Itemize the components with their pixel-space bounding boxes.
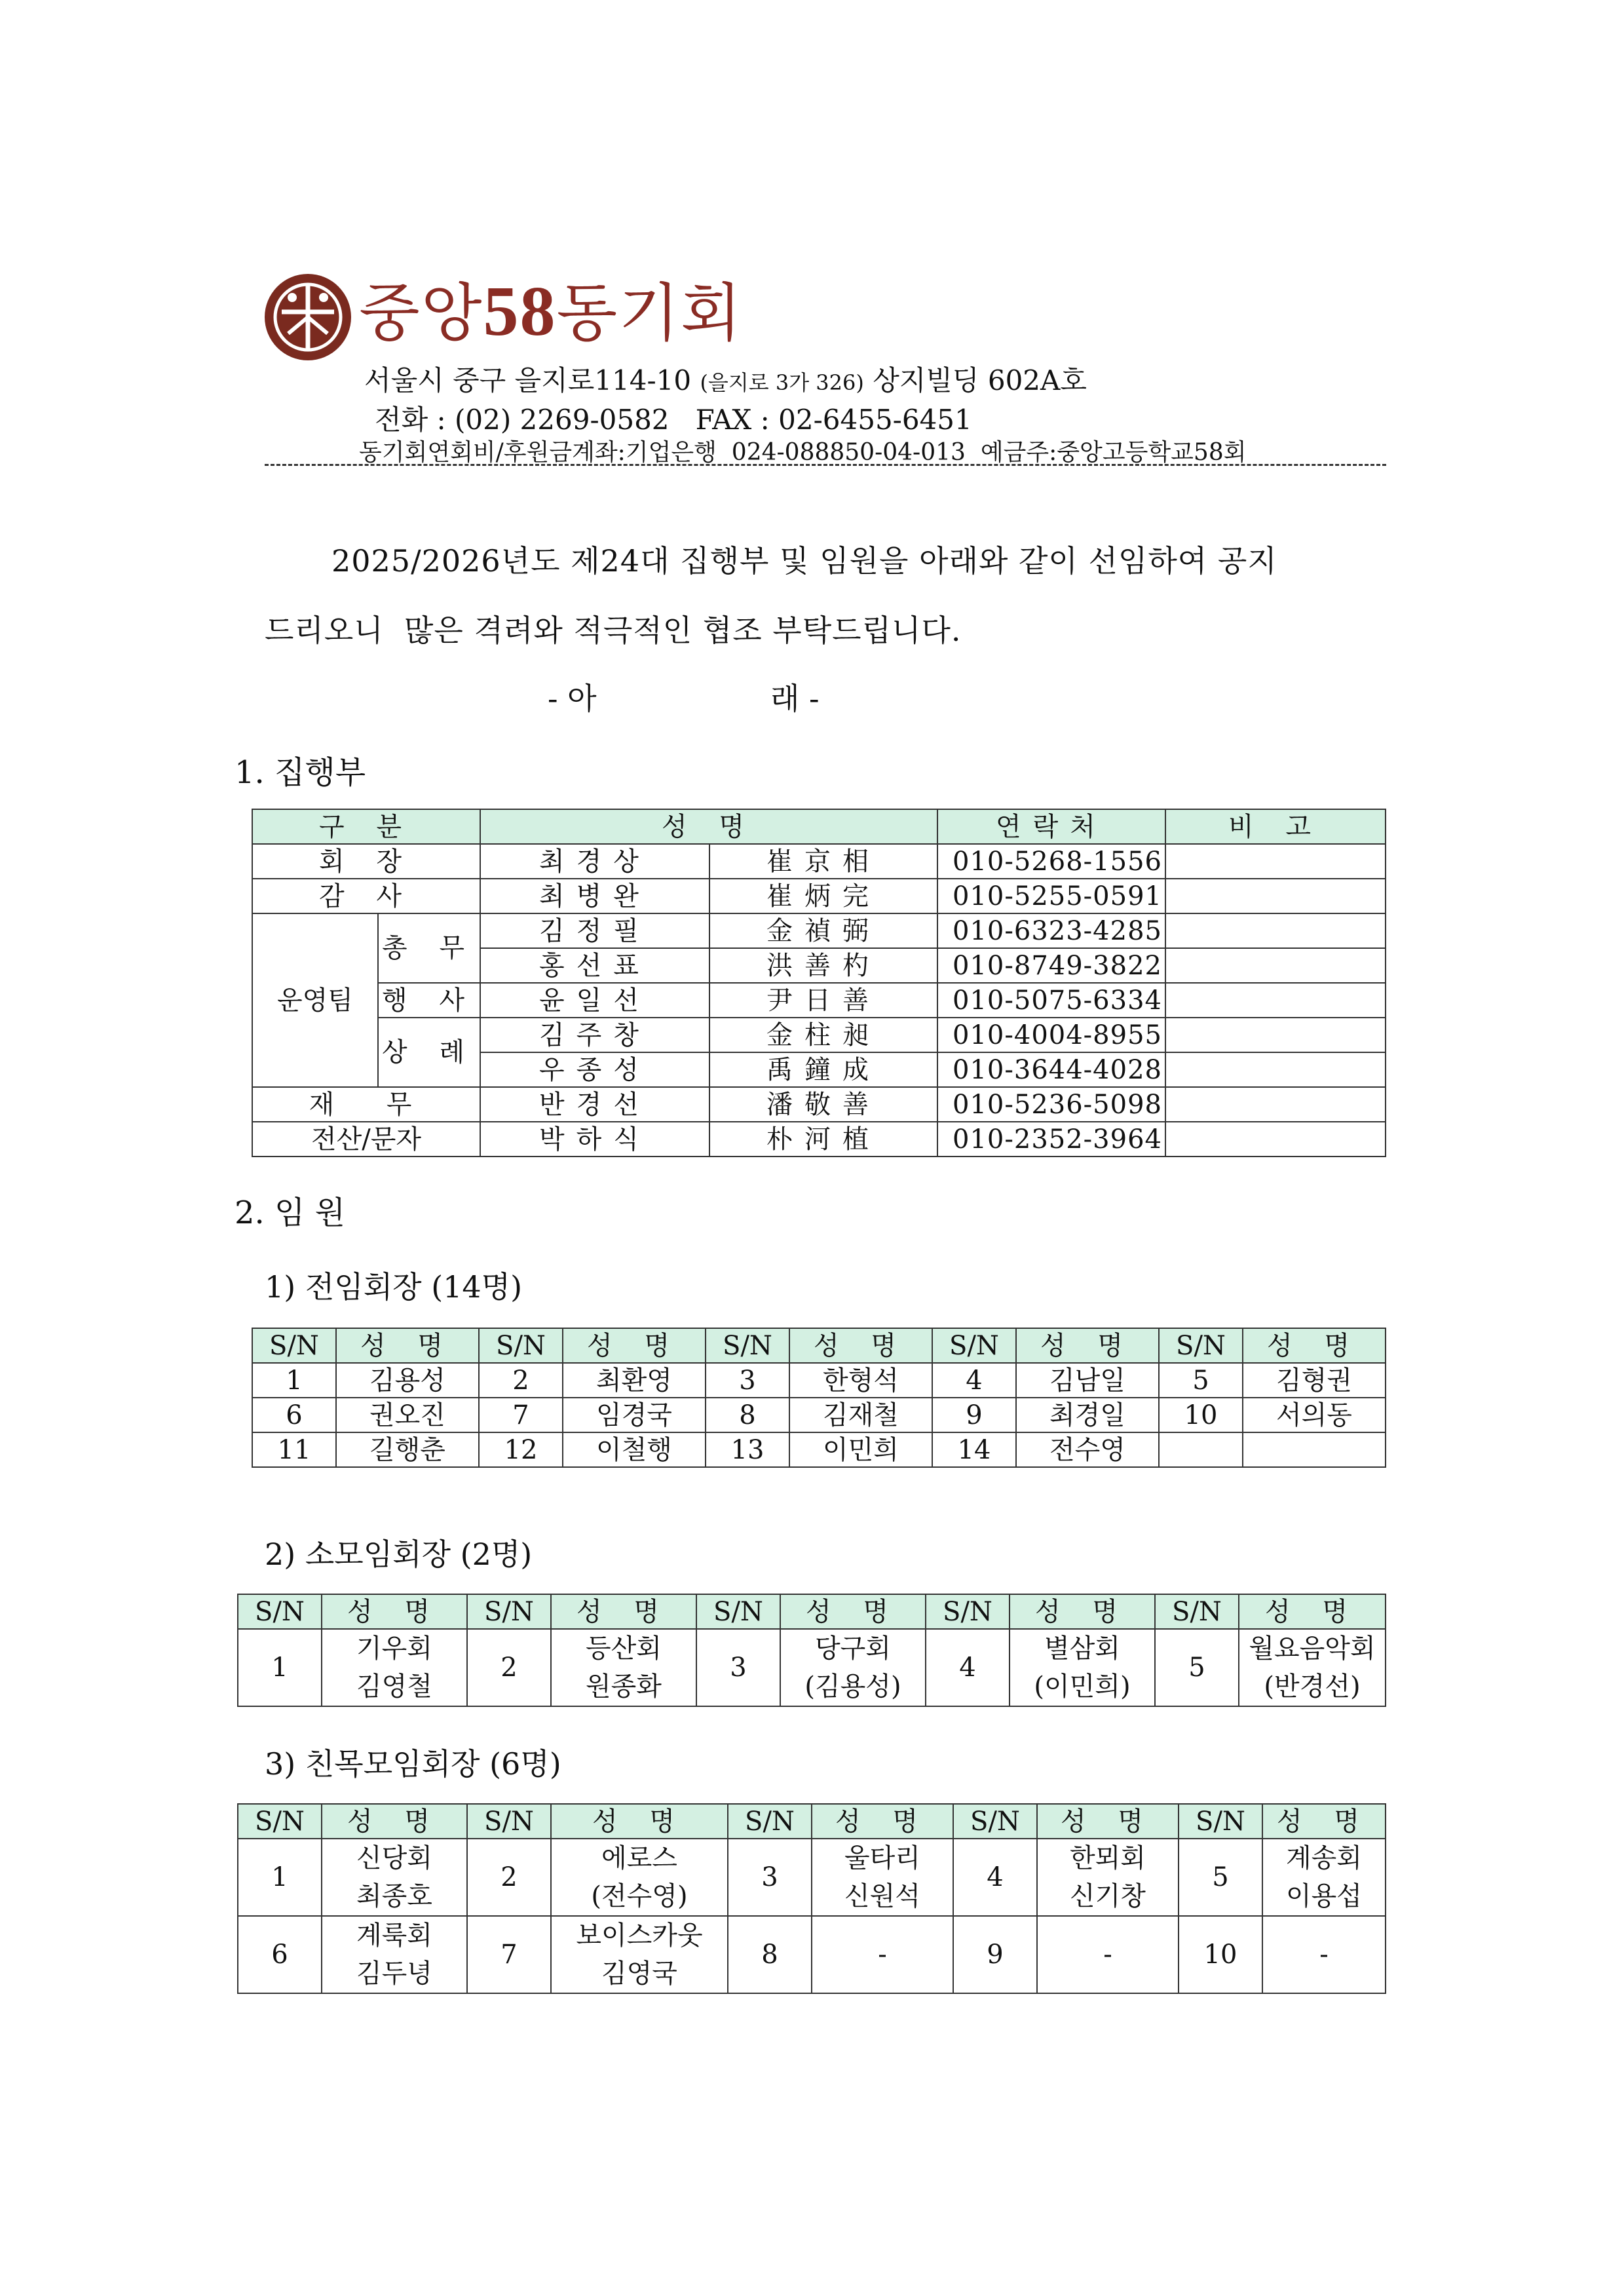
- group-name: 한뫼회: [1070, 1843, 1146, 1873]
- name-hanja-cell: 金柱昶: [709, 1018, 937, 1052]
- sn-cell: [1159, 1432, 1243, 1467]
- leader-name: 신원석: [844, 1881, 920, 1911]
- name-ko-cell: 최경상: [480, 844, 709, 879]
- leader-name: 이용섭: [1286, 1881, 1362, 1911]
- header-sn: S/N: [1155, 1594, 1239, 1629]
- phone-cell: 010-5268-1556: [937, 844, 1165, 879]
- phone-cell: 010-6323-4285: [937, 913, 1165, 948]
- header-sn: S/N: [238, 1594, 322, 1629]
- name-cell: 전수영: [1016, 1432, 1159, 1467]
- header-remarks: 비 고: [1165, 809, 1386, 844]
- small-groups-title: 2) 소모임회장 (2명): [265, 1537, 533, 1572]
- header-name: 성 명: [563, 1328, 706, 1363]
- role-cell: 행 사: [378, 983, 480, 1018]
- name-cell: 김형권: [1243, 1363, 1386, 1398]
- table-row: [252, 1432, 1386, 1467]
- group-name: 별삼회: [1044, 1634, 1120, 1664]
- name-cell: 임경국: [563, 1398, 706, 1432]
- role-cell: 재 무: [252, 1087, 480, 1122]
- header-sn: S/N: [706, 1328, 789, 1363]
- group-name: 계룩회: [356, 1921, 432, 1951]
- header-name: 성 명: [551, 1804, 728, 1839]
- remarks-cell: [1165, 879, 1386, 913]
- sn-cell: 4: [932, 1363, 1016, 1398]
- group-cell: [1239, 1629, 1386, 1706]
- group-name: 기우회: [356, 1634, 432, 1664]
- table-row: [252, 844, 1386, 879]
- name-hanja-cell: 洪善杓: [709, 948, 937, 983]
- phone-cell: 010-4004-8955: [937, 1018, 1165, 1052]
- header-divider: [265, 464, 1386, 466]
- header-name: 성 명: [336, 1328, 479, 1363]
- table-header-row: [252, 1328, 1386, 1363]
- header-sn: S/N: [1179, 1804, 1262, 1839]
- header-category: 구 분: [252, 809, 480, 844]
- phone-cell: 010-5075-6334: [937, 983, 1165, 1018]
- sn-cell: 10: [1159, 1398, 1243, 1432]
- name-cell: [1243, 1432, 1386, 1467]
- sn-cell: 1: [252, 1363, 336, 1398]
- name-cell: 최경일: [1016, 1398, 1159, 1432]
- header-sn: S/N: [238, 1804, 322, 1839]
- table-row: [252, 879, 1386, 913]
- header-name: 성 명: [322, 1804, 467, 1839]
- section-officers-title: 2. 임 원: [235, 1195, 346, 1231]
- sn-cell: 9: [953, 1916, 1037, 1993]
- name-ko-cell: 반경선: [480, 1087, 709, 1122]
- header-name: 성 명: [1010, 1594, 1155, 1629]
- sn-cell: 7: [479, 1398, 563, 1432]
- remarks-cell: [1165, 844, 1386, 879]
- sn-cell: 2: [479, 1363, 563, 1398]
- org-phone: 전화 : (02) 2269-0582 FAX : 02-6455-6451: [375, 404, 972, 436]
- social-groups-table: [237, 1803, 1386, 1994]
- group-name: 월요음악회: [1249, 1634, 1376, 1664]
- header-name: 성 명: [1016, 1328, 1159, 1363]
- header-sn: S/N: [728, 1804, 812, 1839]
- phone-cell: 010-5255-0591: [937, 879, 1165, 913]
- name-ko-cell: 우종성: [480, 1052, 709, 1087]
- sn-cell: 5: [1179, 1839, 1262, 1916]
- leader-name: 신기창: [1070, 1881, 1146, 1911]
- group-cell: [322, 1839, 467, 1916]
- remarks-cell: [1165, 913, 1386, 948]
- header-sn: S/N: [696, 1594, 780, 1629]
- table-header-row: [238, 1804, 1386, 1839]
- header-sn: S/N: [479, 1328, 563, 1363]
- phone-cell: 010-8749-3822: [937, 948, 1165, 983]
- sn-cell: 3: [706, 1363, 789, 1398]
- name-cell: 김남일: [1016, 1363, 1159, 1398]
- group-cell: [1010, 1629, 1155, 1706]
- leader-name: (반경선): [1264, 1672, 1361, 1702]
- header-sn: S/N: [926, 1594, 1010, 1629]
- logo-icon: [262, 271, 354, 363]
- small-groups-table: [237, 1594, 1386, 1707]
- name-hanja-cell: 崔炳完: [709, 879, 937, 913]
- name-ko-cell: 박하식: [480, 1122, 709, 1157]
- header-name: 성 명: [1243, 1328, 1386, 1363]
- header-sn: S/N: [932, 1328, 1016, 1363]
- remarks-cell: [1165, 983, 1386, 1018]
- table-header-row: [238, 1594, 1386, 1629]
- header-name: 성 명: [1239, 1594, 1386, 1629]
- sn-cell: 3: [696, 1629, 780, 1706]
- sn-cell: 12: [479, 1432, 563, 1467]
- leader-name: 김영철: [356, 1672, 432, 1702]
- header-sn: S/N: [252, 1328, 336, 1363]
- group-cell: -: [1037, 1916, 1179, 1993]
- group-cell: [551, 1916, 728, 1993]
- org-address: 서울시 중구 을지로114-10 (을지로 3가 326) 상지빌딩 602A호: [364, 364, 1087, 396]
- sn-cell: 2: [467, 1629, 551, 1706]
- header-sn: S/N: [953, 1804, 1037, 1839]
- remarks-cell: [1165, 1052, 1386, 1087]
- name-ko-cell: 최병완: [480, 879, 709, 913]
- executive-table: [252, 809, 1386, 1157]
- table-row: [252, 1018, 1386, 1052]
- intro-line-2: 드리오니 많은 격려와 적극적인 협조 부탁드립니다.: [265, 613, 962, 648]
- name-hanja-cell: 尹日善: [709, 983, 937, 1018]
- past-presidents-title: 1) 전임회장 (14명): [265, 1269, 523, 1305]
- header-name: 성 명: [1262, 1804, 1386, 1839]
- name-cell: 한형석: [789, 1363, 932, 1398]
- remarks-cell: [1165, 1087, 1386, 1122]
- group-cell: [551, 1839, 728, 1916]
- phone-cell: 010-2352-3964: [937, 1122, 1165, 1157]
- leader-name: 최종호: [356, 1881, 432, 1911]
- header-name: 성 명: [551, 1594, 696, 1629]
- org-name: 중앙58동기회: [359, 273, 743, 351]
- sn-cell: 6: [238, 1916, 322, 1993]
- role-cell: 전산/문자: [252, 1122, 480, 1157]
- name-cell: 이철행: [563, 1432, 706, 1467]
- name-hanja-cell: 朴河植: [709, 1122, 937, 1157]
- sn-cell: 5: [1155, 1629, 1239, 1706]
- name-ko-cell: 김주창: [480, 1018, 709, 1052]
- below-label-right: 래 -: [770, 681, 820, 716]
- past-presidents-table: [252, 1328, 1386, 1468]
- leader-name: (김용성): [804, 1672, 901, 1702]
- role-cell: 상 례: [378, 1018, 480, 1087]
- sn-cell: 13: [706, 1432, 789, 1467]
- table-row: [252, 983, 1386, 1018]
- sn-cell: 9: [932, 1398, 1016, 1432]
- table-row: [252, 1122, 1386, 1157]
- remarks-cell: [1165, 1122, 1386, 1157]
- header-name: 성 명: [780, 1594, 926, 1629]
- group-cell: [780, 1629, 926, 1706]
- sn-cell: 7: [467, 1916, 551, 1993]
- role-cell: 총 무: [378, 913, 480, 983]
- name-hanja-cell: 潘敬善: [709, 1087, 937, 1122]
- leader-name: 원종화: [586, 1672, 662, 1702]
- sn-cell: 3: [728, 1839, 812, 1916]
- header-contact: 연락처: [937, 809, 1165, 844]
- group-name: 당구회: [815, 1634, 891, 1664]
- table-row: [238, 1629, 1386, 1706]
- table-row: [238, 1839, 1386, 1916]
- sn-cell: 10: [1179, 1916, 1262, 1993]
- name-cell: 김용성: [336, 1363, 479, 1398]
- sn-cell: 8: [728, 1916, 812, 1993]
- sn-cell: 4: [953, 1839, 1037, 1916]
- header-sn: S/N: [467, 1804, 551, 1839]
- team-cell: 운영팀: [252, 913, 378, 1087]
- header-sn: S/N: [467, 1594, 551, 1629]
- remarks-cell: [1165, 1018, 1386, 1052]
- header-name: 성 명: [322, 1594, 467, 1629]
- sn-cell: 5: [1159, 1363, 1243, 1398]
- sn-cell: 11: [252, 1432, 336, 1467]
- name-cell: 서의동: [1243, 1398, 1386, 1432]
- leader-name: 김영국: [601, 1959, 677, 1989]
- table-row: [252, 1363, 1386, 1398]
- sn-cell: 6: [252, 1398, 336, 1432]
- header-name: 성 명: [1037, 1804, 1179, 1839]
- header-name: 성 명: [480, 809, 937, 844]
- group-name: 울타리: [844, 1843, 920, 1873]
- role-cell: 감 사: [252, 879, 480, 913]
- name-cell: 최환영: [563, 1363, 706, 1398]
- leader-name: (이민희): [1034, 1672, 1131, 1702]
- name-cell: 이민희: [789, 1432, 932, 1467]
- role-cell: 회 장: [252, 844, 480, 879]
- name-ko-cell: 김정필: [480, 913, 709, 948]
- group-cell: [1262, 1839, 1386, 1916]
- table-header-row: [252, 809, 1386, 844]
- group-cell: [551, 1629, 696, 1706]
- leader-name: 김두녕: [356, 1959, 432, 1989]
- below-label-left: - 아: [548, 681, 597, 716]
- intro-line-1: 2025/2026년도 제24대 집행부 및 임원을 아래와 같이 선임하여 공지: [331, 543, 1277, 579]
- name-hanja-cell: 禹鐘成: [709, 1052, 937, 1087]
- table-row: [238, 1916, 1386, 1993]
- name-cell: 권오진: [336, 1398, 479, 1432]
- section-executive-title: 1. 집행부: [235, 754, 366, 791]
- header-sn: S/N: [1159, 1328, 1243, 1363]
- group-cell: -: [1262, 1916, 1386, 1993]
- org-account: 동기회연회비/후원금계좌:기업은행 024-088850-04-013 예금주:중앙고등학교58회: [359, 439, 1247, 466]
- name-cell: 길행춘: [336, 1432, 479, 1467]
- group-name: 계송회: [1286, 1843, 1362, 1873]
- name-hanja-cell: 崔京相: [709, 844, 937, 879]
- social-groups-title: 3) 친목모임회장 (6명): [265, 1746, 561, 1782]
- table-row: [252, 1398, 1386, 1432]
- sn-cell: 1: [238, 1839, 322, 1916]
- phone-cell: 010-3644-4028: [937, 1052, 1165, 1087]
- name-cell: 김재철: [789, 1398, 932, 1432]
- group-cell: [812, 1839, 953, 1916]
- sn-cell: 14: [932, 1432, 1016, 1467]
- group-cell: [322, 1916, 467, 1993]
- sn-cell: 8: [706, 1398, 789, 1432]
- name-ko-cell: 홍선표: [480, 948, 709, 983]
- table-row: [252, 913, 1386, 948]
- header-name: 성 명: [789, 1328, 932, 1363]
- group-name: 등산회: [586, 1634, 662, 1664]
- sn-cell: 4: [926, 1629, 1010, 1706]
- group-name: 보이스카웃: [576, 1921, 703, 1951]
- remarks-cell: [1165, 948, 1386, 983]
- group-name: 신당회: [356, 1843, 432, 1873]
- group-cell: [322, 1629, 467, 1706]
- group-name: 에로스: [601, 1843, 677, 1873]
- sn-cell: 1: [238, 1629, 322, 1706]
- table-row: [252, 1087, 1386, 1122]
- group-cell: -: [812, 1916, 953, 1993]
- phone-cell: 010-5236-5098: [937, 1087, 1165, 1122]
- group-cell: [1037, 1839, 1179, 1916]
- leader-name: (전수영): [591, 1881, 688, 1911]
- name-hanja-cell: 金禎弼: [709, 913, 937, 948]
- name-ko-cell: 윤일선: [480, 983, 709, 1018]
- header-name: 성 명: [812, 1804, 953, 1839]
- sn-cell: 2: [467, 1839, 551, 1916]
